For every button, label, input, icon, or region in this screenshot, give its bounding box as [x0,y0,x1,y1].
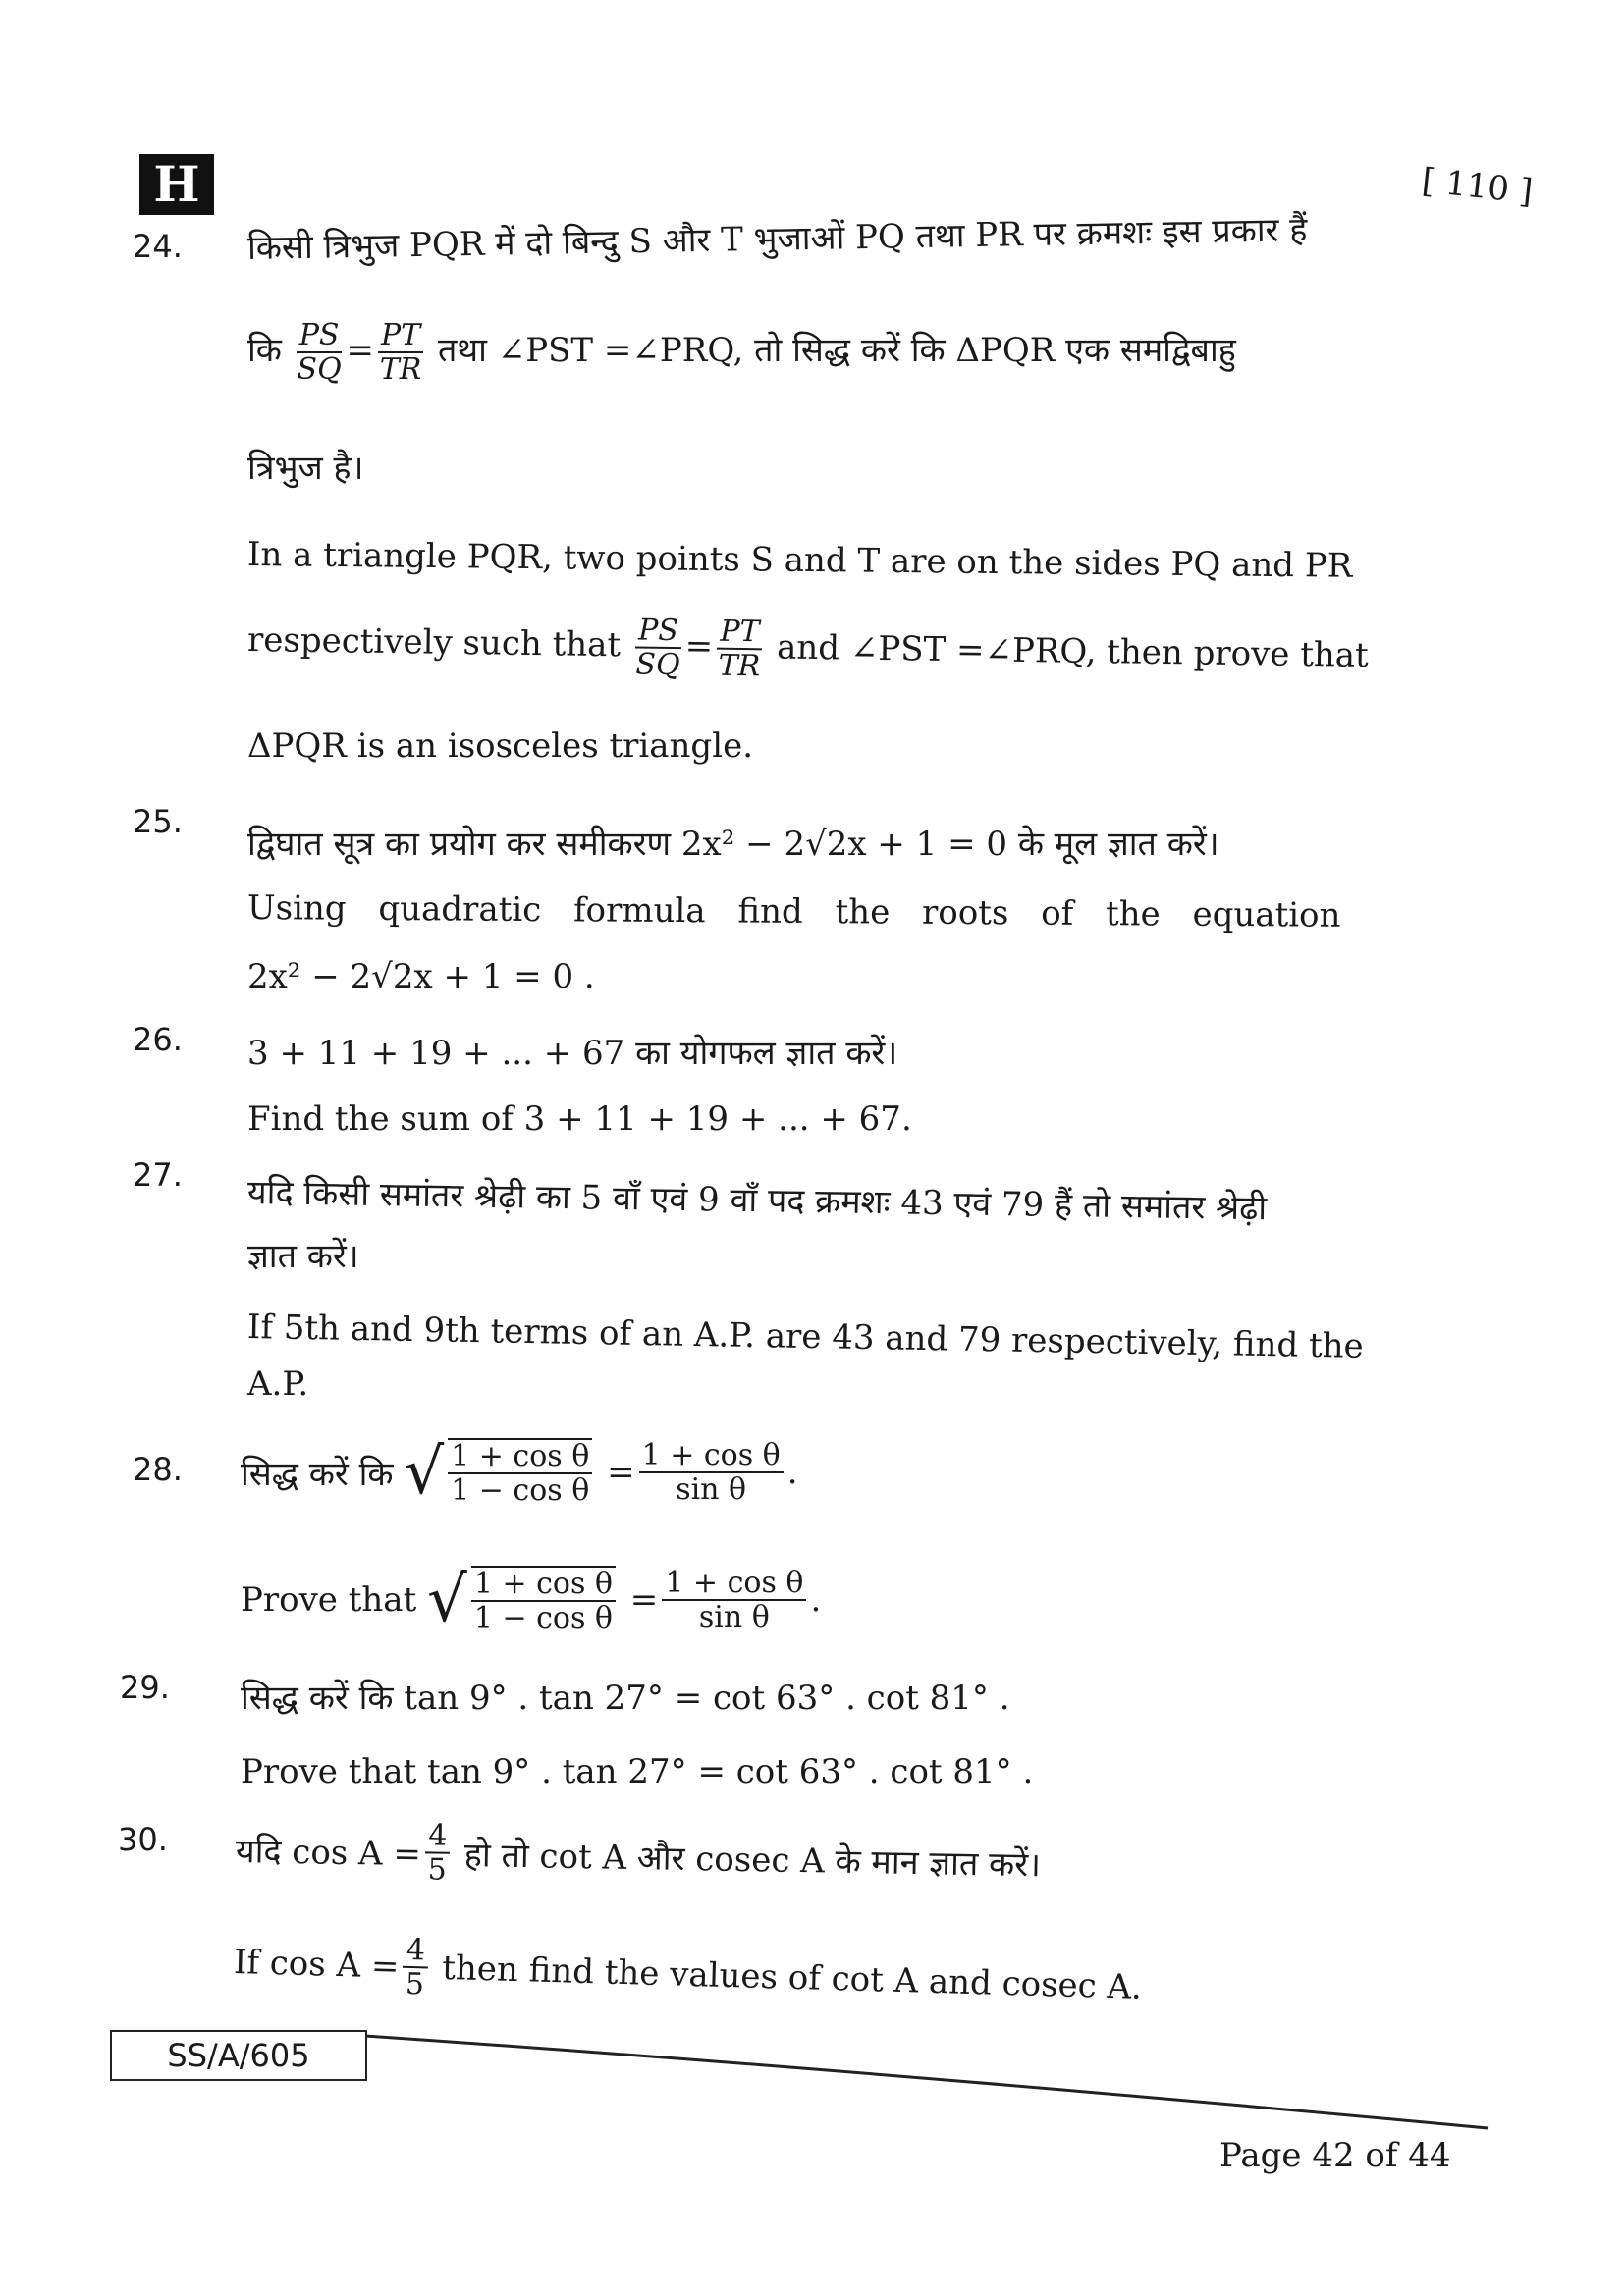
question-28-hindi: सिद्ध करें कि √ $\frac{\text{1 + cos θ}}{\text{1 − cos θ}}$ = $\frac{\text{1 + cos θ}}{\text{sin θ}}$ . [241,1436,798,1509]
set-code-badge: H [139,154,214,215]
denominator: sin θ [676,1472,747,1507]
radical-sign: √ [427,1564,467,1636]
numerator: PS [297,319,343,353]
denominator: 1 − cos θ [451,1473,590,1508]
text: हो तो cot A और cosec A के मान ज्ञात करें। [463,1836,1042,1886]
text: then find the values of cot A and cosec A. [441,1948,1143,2007]
text: respectively such that [246,620,622,666]
equals: = [684,626,714,667]
text: सिद्ध करें कि [241,1455,394,1494]
radical-sign: √ [404,1436,445,1509]
question-27-hindi-line1: यदि किसी समांतर श्रेढ़ी का 5 वाँ एवं 9 वाँ पद क्रमशः 43 एवं 79 हैं तो समांतर श्रेढ़ी [246,1173,1268,1229]
question-number: 29. [120,1669,170,1706]
question-25-english-line1: Using quadratic formula find the roots of the equation [246,888,1341,935]
numerator: 4 [403,1934,428,1969]
text: कि [247,331,282,370]
paper-code-box: SS/A/605 [110,2030,367,2081]
denominator: TR [379,352,422,387]
question-29-hindi: सिद्ध करें कि tan 9° . tan 27° = cot 63° . cot 81° . [241,1679,1010,1718]
equals: = [346,331,374,370]
numerator: 1 + cos θ [448,1440,592,1474]
text: तथा ∠PST =∠PRQ, तो सिद्ध करें कि ΔPQR एक समद्विबाहु [438,331,1236,370]
numerator: 1 + cos θ [471,1568,616,1602]
numerator: PT [717,615,763,651]
period: . [786,1453,798,1492]
denominator: SQ [635,647,680,683]
question-27-hindi-line2: ज्ञात करें। [247,1237,359,1276]
question-24-english-line1: In a triangle PQR, two points S and T are on the sides PQ and PR [246,535,1353,586]
denominator: 5 [405,1966,425,2002]
page-code: [ 110 ] [1420,161,1535,212]
question-25-english-line2: 2x² − 2√2x + 1 = 0 . [247,957,595,996]
question-number: 25. [133,803,183,840]
denominator: sin θ [698,1600,770,1634]
question-number: 27. [133,1156,183,1194]
question-27-english-line2: A.P. [247,1364,309,1404]
text: Prove that [241,1580,417,1620]
numerator: 1 + cos θ [639,1439,784,1473]
question-27-english-line1: If 5th and 9th terms of an A.P. are 43 and 79 respectively, find the [246,1308,1365,1366]
question-26-english: Find the sum of 3 + 11 + 19 + ... + 67. [247,1099,912,1139]
denominator: SQ [297,352,342,387]
denominator: 1 − cos θ [473,1601,613,1635]
text: and ∠PST =∠PRQ, then prove that [776,627,1370,675]
text: यदि cos A = [235,1832,422,1875]
question-26-hindi: 3 + 11 + 19 + ... + 67 का योगफल ज्ञात करें। [247,1034,898,1073]
numerator: PT [378,319,423,353]
question-number: 26. [133,1021,183,1058]
period: . [810,1580,822,1620]
question-24-hindi-line1: किसी त्रिभुज PQR में दो बिन्दु S और T भुजाओं PQ तथा PR पर क्रमशः इस प्रकार हैं [246,210,1308,268]
question-number: 30. [118,1821,168,1858]
text: If cos A = [233,1943,400,1987]
page-number: Page 42 of 44 [1219,2136,1451,2175]
question-28-english: Prove that √ $\frac{\text{1 + cos θ}}{\text{1 − cos θ}}$ = $\frac{\text{1 + cos θ}}{\text{sin θ}}$ . [241,1564,822,1636]
numerator: 4 [425,1819,451,1853]
question-number: 28. [133,1451,183,1488]
question-24-english-line3: ΔPQR is an isosceles triangle. [247,726,753,766]
question-25-hindi: द्विघात सूत्र का प्रयोग कर समीकरण 2x² − 2√2x + 1 = 0 के मूल ज्ञात करें। [247,825,1219,864]
numerator: PS [635,614,681,650]
denominator: 5 [427,1852,448,1888]
numerator: 1 + cos θ [662,1567,806,1601]
question-29-english: Prove that tan 9° . tan 27° = cot 63° . cot 81° . [241,1752,1034,1791]
question-24-hindi-line3: त्रिभुज है। [247,449,364,488]
denominator: TR [718,648,761,684]
question-number: 24. [133,228,183,265]
